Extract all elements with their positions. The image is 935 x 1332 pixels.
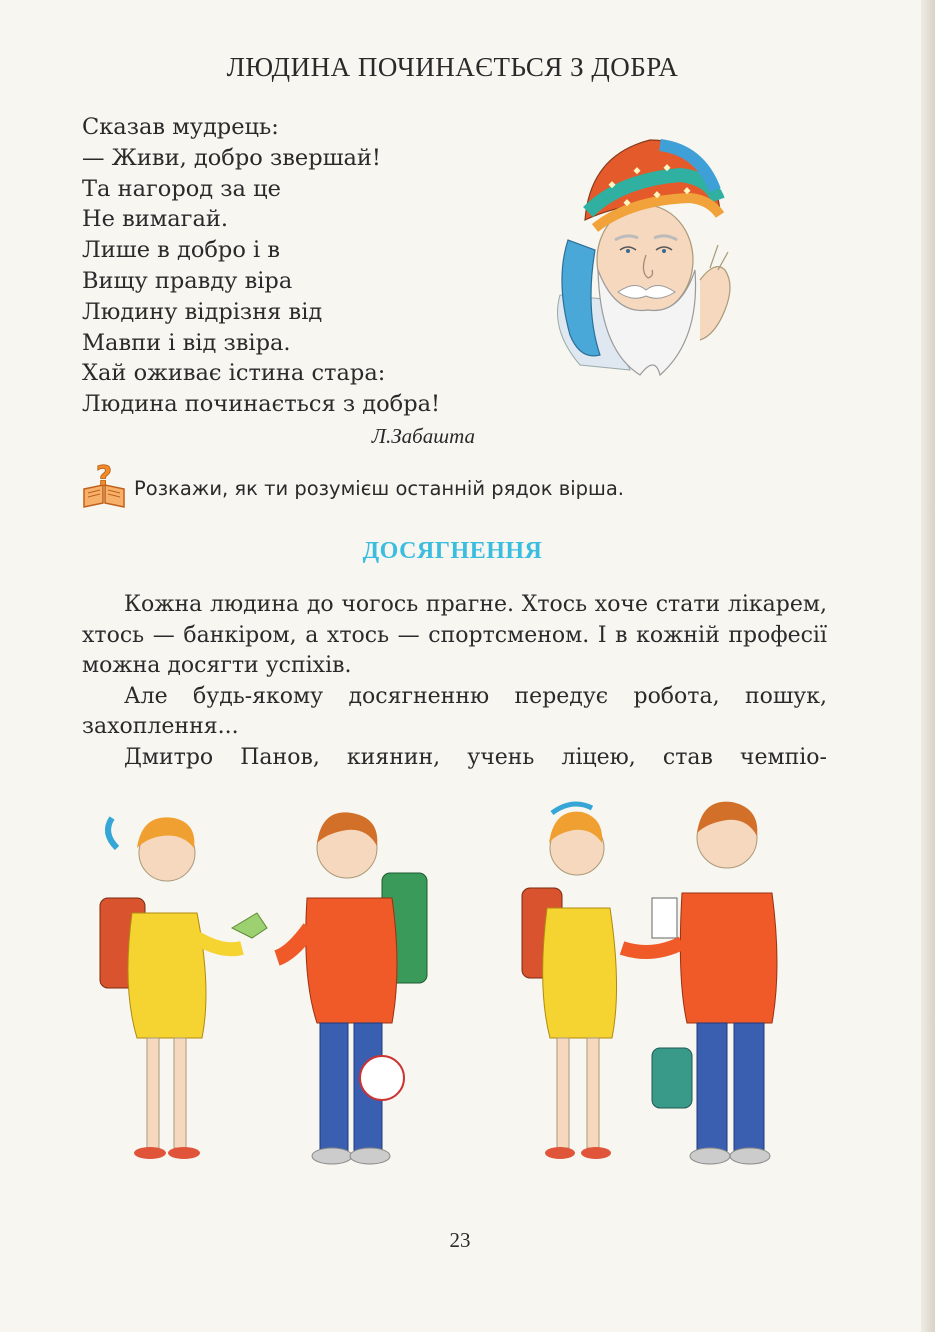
question-book-icon <box>82 459 126 509</box>
page-title: ЛЮДИНА ПОЧИНАЄТЬСЯ З ДОБРА <box>226 52 679 82</box>
paragraph: Але будь-якому досягненню передує робота, пошук, захоплення... <box>82 683 827 739</box>
poem-line: Людина починається з добра! <box>82 391 441 418</box>
boy-figure-1 <box>277 812 427 1164</box>
paragraph: Кожна людина до чогось прагне. Хтось хоче стати лікарем, хтось — банкіром, а хтось — спортсменом. І в кожній професії можна досягти успіхів. <box>82 592 827 678</box>
question-text: Розкажи, як ти розумієш останній рядок вірша. <box>134 477 624 500</box>
poem-line: Не вимагай. <box>82 206 229 233</box>
section-body <box>82 590 827 773</box>
poem-line: Сказав мудрець: <box>82 114 279 140</box>
poem-line: — Живи, добро звершай! <box>82 144 381 171</box>
boy-figure-2 <box>622 802 777 1164</box>
poem-line: Людину відрізня від <box>82 298 323 325</box>
page-number: 23 <box>449 1228 471 1252</box>
poem-line: Лише в добро і в <box>82 237 281 264</box>
poem-line: Мавпи і від звіра. <box>82 329 291 356</box>
poem-line: Вищу правду віра <box>82 267 293 294</box>
poem-author: Л.Забашта <box>371 424 475 448</box>
paragraph: Дмитро Панов, киянин, учень ліцею, став чемпіо- <box>124 744 827 770</box>
page-edge <box>921 0 935 1332</box>
children-illustration <box>82 788 822 1208</box>
section-heading: ДОСЯГНЕННЯ <box>362 538 543 564</box>
poem-line: Та нагород за це <box>82 175 281 202</box>
sage-illustration <box>540 120 770 380</box>
poem <box>82 112 440 420</box>
svg-text:?: ? <box>95 459 113 492</box>
girl-figure-2 <box>522 804 617 1159</box>
poem-line: Хай оживає істина стара: <box>82 360 386 387</box>
girl-figure-1 <box>100 817 267 1159</box>
